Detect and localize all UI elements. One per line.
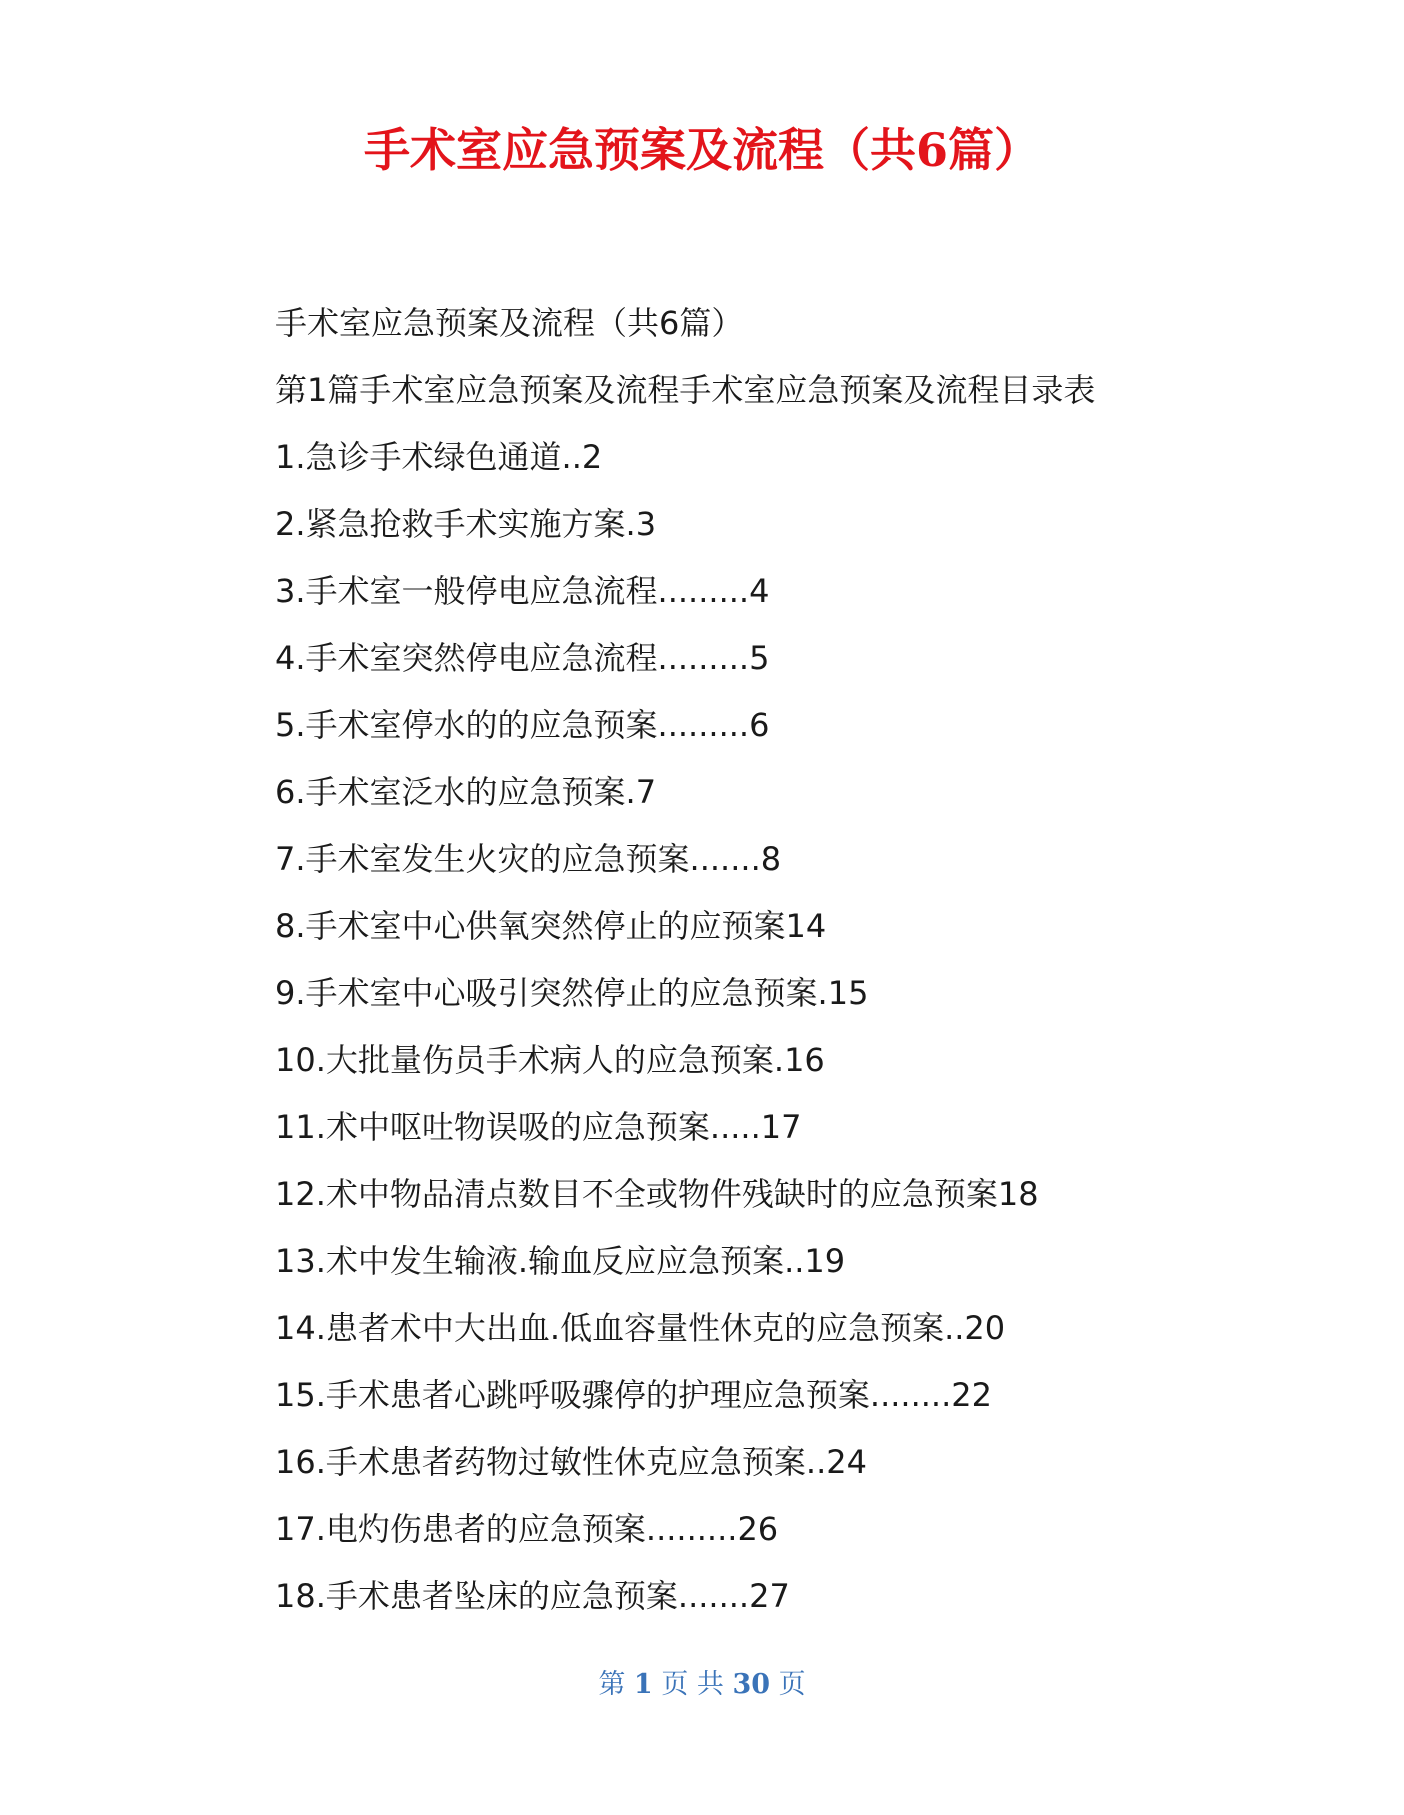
toc-item: 8.手术室中心供氧突然停止的应预案14 — [275, 907, 827, 945]
toc-item: 7.手术室发生火灾的应急预案.......8 — [275, 840, 782, 878]
toc-item: 2.紧急抢救手术实施方案.3 — [275, 505, 657, 543]
footer-total-pages: 30 — [732, 1669, 771, 1700]
toc-item: 17.电灼伤患者的应急预案.........26 — [275, 1510, 779, 1548]
footer-prefix: 第 — [598, 1669, 626, 1700]
body-line: 手术室应急预案及流程（共6篇） — [275, 304, 744, 342]
toc-item: 16.手术患者药物过敏性休克应急预案..24 — [275, 1443, 867, 1481]
toc-item: 10.大批量伤员手术病人的应急预案.16 — [275, 1041, 825, 1079]
toc-item: 11.术中呕吐物误吸的应急预案.....17 — [275, 1108, 802, 1146]
footer-page-number: 1 — [633, 1669, 653, 1700]
document-body — [275, 290, 1335, 1630]
toc-item: 6.手术室泛水的应急预案.7 — [275, 773, 657, 811]
toc-item: 15.手术患者心跳呼吸骤停的护理应急预案........22 — [275, 1376, 992, 1414]
toc-item: 18.手术患者坠床的应急预案.......27 — [275, 1577, 790, 1615]
document-title: 手术室应急预案及流程（共6篇） — [363, 123, 1040, 177]
toc-item: 14.患者术中大出血.低血容量性休克的应急预案..20 — [275, 1309, 1006, 1347]
toc-item: 5.手术室停水的的应急预案.........6 — [275, 706, 770, 744]
toc-item: 4.手术室突然停电应急流程.........5 — [275, 639, 770, 677]
page-footer — [0, 1667, 1404, 1703]
toc-item: 12.术中物品清点数目不全或物件残缺时的应急预案18 — [275, 1175, 1039, 1213]
toc-item: 3.手术室一般停电应急流程.........4 — [275, 572, 770, 610]
toc-item: 9.手术室中心吸引突然停止的应急预案.15 — [275, 974, 869, 1012]
footer-suffix: 页 — [778, 1669, 806, 1700]
toc-item: 13.术中发生输液.输血反应应急预案..19 — [275, 1242, 846, 1280]
toc-item: 1.急诊手术绿色通道..2 — [275, 438, 603, 476]
body-line: 第1篇手术室应急预案及流程手术室应急预案及流程目录表 — [275, 371, 1096, 409]
footer-middle: 页 共 — [661, 1669, 724, 1700]
